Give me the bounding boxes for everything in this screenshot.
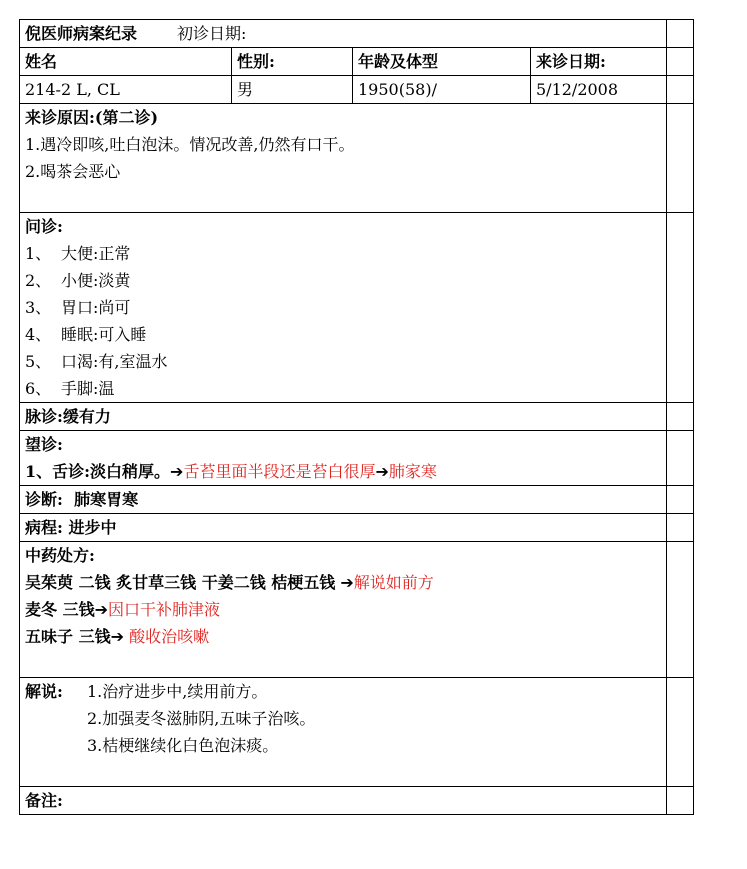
- tongue-line: 1、舌诊:淡白稍厚。➔舌苔里面半段还是苔白很厚➔肺家寒: [25, 462, 437, 481]
- pulse-section: [20, 403, 667, 431]
- course-section: [20, 514, 667, 542]
- arrow-icon: ➔: [94, 600, 108, 619]
- arrow-icon: ➔: [375, 462, 389, 481]
- arrow-icon: ➔: [340, 573, 354, 592]
- diagnosis-value: 肺寒胃寒: [74, 490, 139, 509]
- inquiry-label: 问诊:: [25, 217, 63, 236]
- explanation-label: 解说:: [25, 682, 63, 701]
- inquiry-item: 1、 大便:正常: [25, 244, 131, 263]
- prescription-label: 中药处方:: [25, 546, 95, 565]
- inquiry-item: 4、 睡眠:可入睡: [25, 325, 147, 344]
- remarks-section: [20, 787, 667, 815]
- prescription-line: 五味子 三钱➔ 酸收治咳嗽: [25, 627, 210, 646]
- medical-record: [19, 19, 693, 815]
- arrow-icon: ➔: [110, 627, 124, 646]
- explanation-item: 2.加强麦冬滋肺阴,五味子治咳。: [87, 709, 316, 728]
- remarks-label: 备注:: [25, 791, 63, 810]
- gender-header: 性别:: [232, 48, 353, 76]
- arrow-icon: ➔: [170, 462, 184, 481]
- reason-section: [20, 104, 667, 213]
- explanation-section: [20, 678, 667, 787]
- name-header: 姓名: [20, 48, 232, 76]
- patient-name: 214-2 L, CL: [20, 76, 232, 104]
- inquiry-item: 5、 口渴:有,室温水: [25, 352, 168, 371]
- prescription-line: 麦冬 三钱➔因口干补肺津液: [25, 600, 220, 619]
- visit-date-header: 来诊日期:: [531, 48, 667, 76]
- prescription-line: 吴茱萸 二钱 炙甘草三钱 干姜二钱 桔梗五钱 ➔解说如前方: [25, 573, 434, 592]
- course-label: 病程:: [25, 518, 63, 537]
- title-cell: [20, 20, 667, 48]
- explanation-item: 3.桔梗继续化白色泡沫痰。: [87, 736, 279, 755]
- first-visit-label: 初诊日期:: [177, 24, 247, 43]
- patient-gender: 男: [232, 76, 353, 104]
- tongue-note: 舌苔里面半段还是苔白很厚: [183, 462, 376, 481]
- diagnosis-label: 诊断:: [25, 490, 63, 509]
- inquiry-section: [20, 213, 667, 403]
- prescription-section: [20, 542, 667, 678]
- pulse-label: 脉诊:: [25, 407, 63, 426]
- inquiry-item: 3、 胃口:尚可: [25, 298, 131, 317]
- inspection-section: [20, 431, 667, 486]
- record-table: [19, 19, 694, 815]
- inspection-label: 望诊:: [25, 435, 63, 454]
- age-header: 年龄及体型: [353, 48, 531, 76]
- record-title: 倪医师病案纪录: [25, 24, 138, 43]
- reason-item: 2.喝茶会恶心: [25, 162, 121, 181]
- reason-label: 来诊原因:(第二诊): [25, 108, 159, 127]
- tongue-conclusion: 肺家寒: [388, 462, 437, 481]
- inquiry-item: 2、 小便:淡黄: [25, 271, 131, 290]
- diagnosis-section: [20, 486, 667, 514]
- inquiry-item: 6、 手脚:温: [25, 379, 115, 398]
- pulse-value: 缓有力: [62, 407, 111, 426]
- patient-age: 1950(58)/: [353, 76, 531, 104]
- course-value: 进步中: [68, 518, 117, 537]
- explanation-item: 1.治疗进步中,续用前方。: [87, 682, 268, 701]
- reason-item: 1.遇冷即咳,吐白泡沫。情况改善,仍然有口干。: [25, 135, 355, 154]
- visit-date: 5/12/2008: [531, 76, 667, 104]
